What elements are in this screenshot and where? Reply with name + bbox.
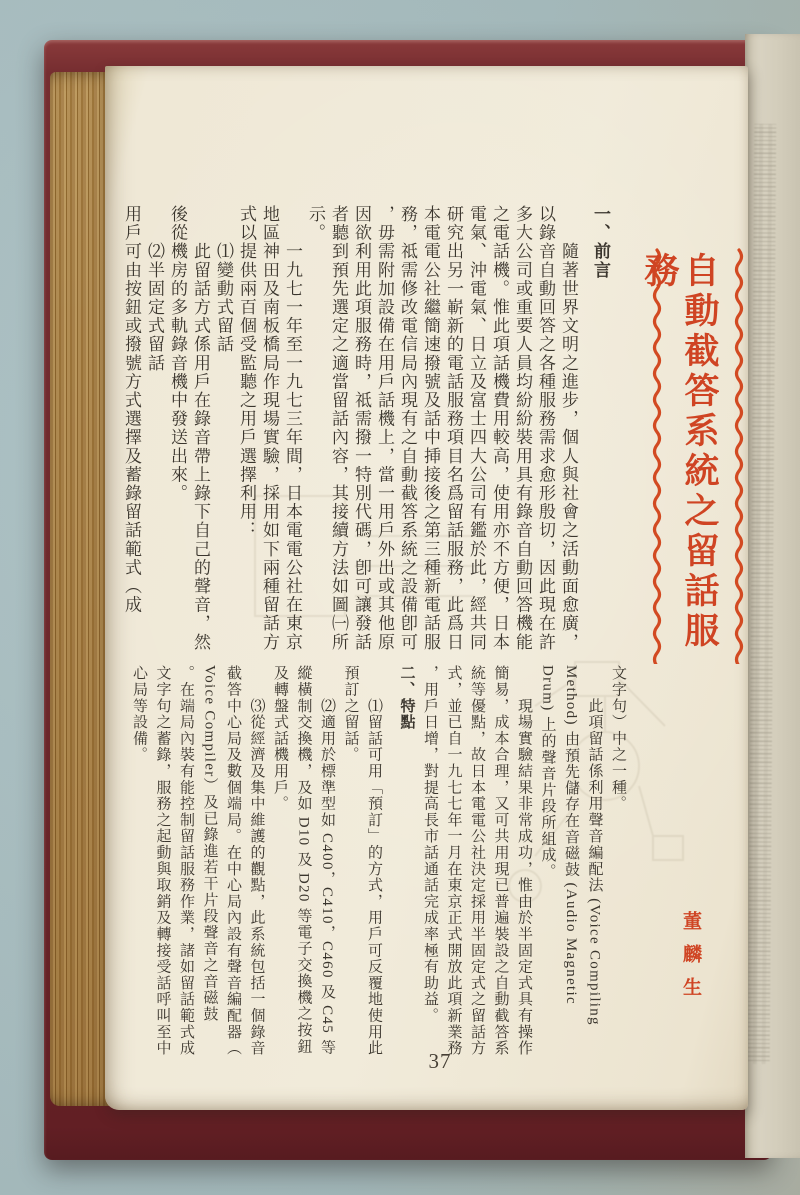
- text-column: 此留話方式係用戶在錄音帶上錄下自己的聲音，然: [191, 205, 210, 652]
- body-text-top-block: [122, 205, 612, 665]
- text-column: 文字句）中之一種。: [610, 665, 626, 812]
- section-heading-column: 二、特點: [398, 665, 415, 731]
- text-column: 隨著世界文明之進步，個人與社會之活動面愈廣，: [559, 205, 578, 652]
- text-column: Drum) 上的聲音片段所組成。: [539, 665, 556, 880]
- text-column: ⑴變動式留話: [214, 205, 233, 354]
- text-column: 截答中心局及數個端局。在中心局內設有聲音編配器（: [225, 665, 241, 1057]
- title-ornament-left-icon: [651, 246, 663, 664]
- text-column: 縱橫制交換機，及如 D10 及 D20 等電子交換機之按鈕: [295, 665, 312, 1055]
- text-column: 研究出另一嶄新的電話服務項目名爲留話服務，此爲日: [444, 205, 463, 652]
- text-column: 用戶可由按鈕或撥號方式選擇及蓄錄留話範式（成: [122, 205, 141, 615]
- text-column: ⑵半固定式留話: [145, 205, 164, 373]
- text-column: 者聽到預先選定之適當留話內容，其接續方法如圖㈠所: [329, 205, 348, 652]
- text-column: 多大公司或重要人員均紛紛裝用具有錄音自動回答機能: [513, 205, 532, 652]
- text-column: 務，祗需修改電信局內現有之自動截答系統之設備卽可: [398, 205, 417, 652]
- text-column: 現場實驗結果非常成功，惟由於半固定式具有操作: [516, 665, 532, 1057]
- text-column: 一九七一年至一九七三年間，日本電電公社在東京: [283, 205, 302, 652]
- title-ornament-right-icon: [733, 246, 745, 664]
- article-title: 自動截答系統之留話服務: [640, 252, 719, 652]
- article-author: 董麟生: [680, 911, 701, 1010]
- text-column: 簡易，成本合理，又可共用現已普遍裝設之自動截答系: [492, 665, 509, 1057]
- text-column: Method) 由預先儲存在音磁鼓 (Audio Magnetic: [563, 665, 579, 1005]
- text-column: ，毋需附加設備在用戶話機上，當一用戶外出或其他原: [375, 205, 394, 652]
- text-column: 以錄音自動回答之各種服務需求愈形殷切，因此現在許: [536, 205, 555, 652]
- text-column: ⑴留話可用「預訂」的方式，用戶可反覆地使用此: [366, 665, 382, 1057]
- text-column: Voice Compiler）及已錄進若干片段聲音之音磁鼓: [201, 665, 218, 1022]
- text-column: 因欲利用此項服務時，祗需撥一特別代碼，卽可讓發話: [352, 205, 371, 652]
- facing-pages-fore-edge: [745, 34, 800, 1158]
- text-column: ，用戶日增，對提高長市話通話完成率極有助益。: [422, 665, 438, 1024]
- text-column: 式以提供兩百個受監聽之用戶選擇利用：: [237, 205, 256, 540]
- text-column: 及轉盤式話機用戶。: [272, 665, 288, 812]
- text-column: 之電話機。惟此項話機費用較高，使用亦不方便，日本: [490, 205, 509, 652]
- magazine-page: [105, 66, 748, 1110]
- fore-edge-faint-text: [748, 124, 777, 1064]
- text-column: 電氣、沖電氣、日立及富士四大公司有鑑於此，經共同: [467, 205, 486, 652]
- text-column: ⑶從經濟及集中維護的觀點，此系統包括一個錄音: [248, 665, 265, 1057]
- text-column: 文字句之蓄錄，服務之起動與取銷及轉接受話呼叫至中: [154, 665, 171, 1057]
- text-column: 心局等設備。: [131, 665, 147, 763]
- text-column: 式，並已自一九七七年一月在東京正式開放此項新業務: [445, 665, 462, 1057]
- text-column: 地區神田及南板橋局作現場實驗，採用如下兩種留話方: [260, 205, 279, 652]
- text-column: 預訂之留話。: [342, 665, 359, 763]
- page-number: 37: [428, 1049, 452, 1073]
- section-heading-column: 一、前言: [591, 205, 610, 280]
- body-text-bottom-block: [131, 665, 629, 1069]
- text-column: 統等優點，故日本電電公社決定採用半固定式之留話方: [469, 665, 485, 1057]
- text-column: 本電電公社繼簡速撥號及話中挿接後之第三種新電話服: [421, 205, 440, 652]
- text-column: 後從機房的多軌錄音機中發送出來。: [168, 205, 187, 503]
- text-column: 。在端局內裝有能控制留話服務作業，諸如留話範式成: [178, 665, 194, 1057]
- text-column: 此項留話係利用聲音編配法 (Voice Compiling: [586, 665, 603, 1026]
- text-column: 示。: [306, 205, 325, 243]
- text-column: ⑵適用於標準型如 C400，C410，C460 及 C45 等: [319, 665, 335, 1056]
- article-title-block: [640, 246, 748, 664]
